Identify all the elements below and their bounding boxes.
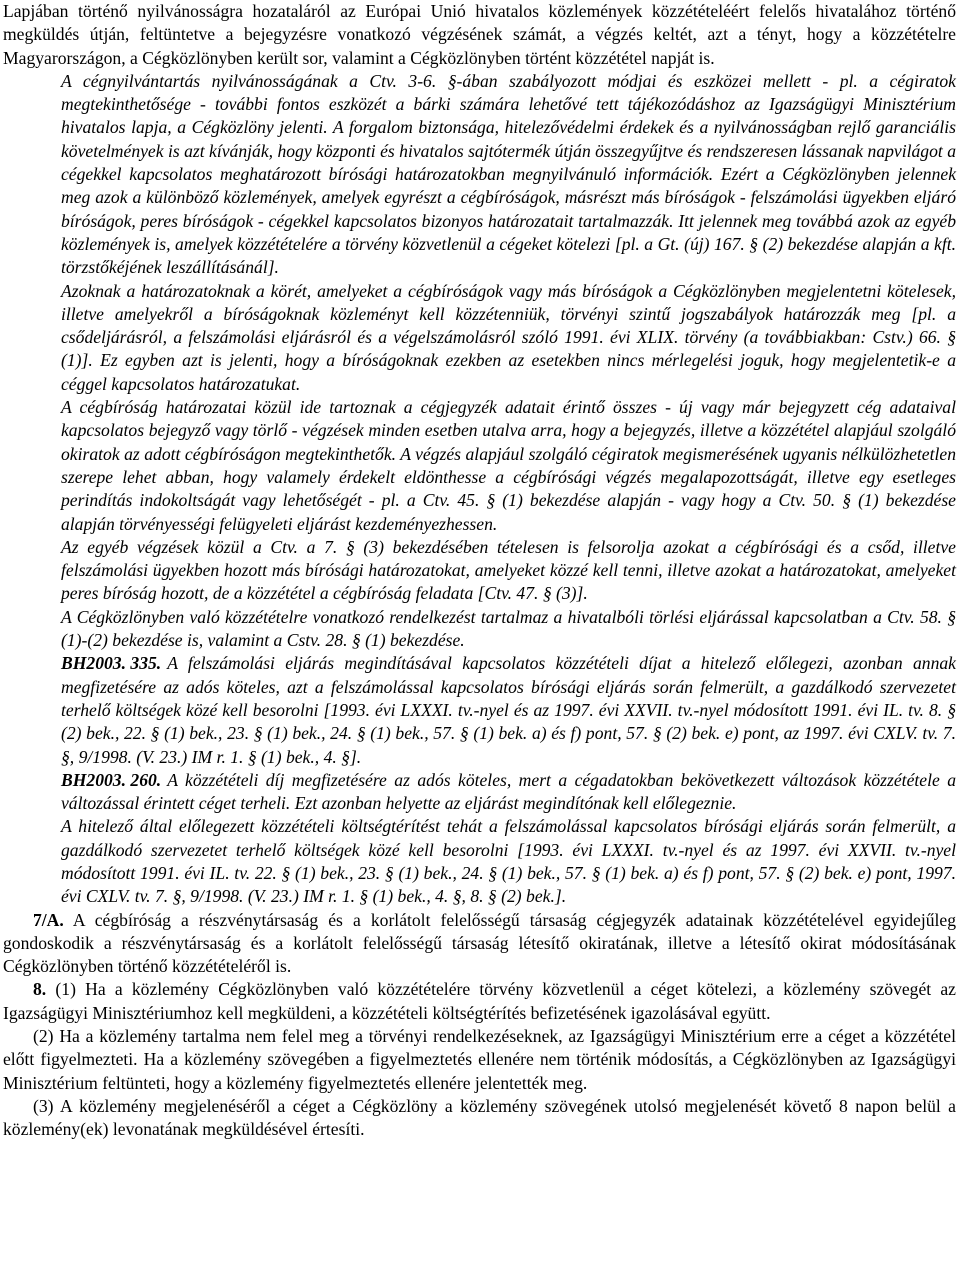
document-page <box>3 0 956 1142</box>
court-decision-text: A felszámolási eljárás megindításával kapcsolatos közzétételi díjat a hitelező előlegezi, azonban annak megfizetésére az adós köteles, azt a felszámolással kapcsolatos bírósági eljárás során felmerült, a gazdálkodó szervezetet terhelő költségek közé kell besorolni [1993. évi LXXXI. tv.-nyel és az 1997. évi XXVII. tv.-nyel módosított 1991. évi IL. tv. 8. § (2) bek., 22. § (1) bek., 23. § (1) bek., 24. § (1) bek., 57. § (1) bek. a) és f) pont, 57. § (2) bek. e) pont, az 1997. évi CXLV. tv. 7. §, 9/1998. (V. 23.) IM r. 1. § (1) bek., 4. §]. <box>61 653 956 767</box>
intro-paragraph: Lapjában történő nyilvánosságra hozataláról az Európai Unió hivatalos közlemények közzétételéért felelős hivatalához történő megküldés útján, feltüntetve a bejegyzésre vonatkozó végzésének számát, a végzés keltét, azt a tényt, hogy a közzétételre Magyarországon, a Cégközlönyben került sor, valamint a Cégközlönyben történt közzététel napját is. <box>3 1 956 68</box>
section-number: 8. <box>33 979 47 1000</box>
commentary-paragraph <box>61 70 956 280</box>
section-paragraph <box>3 909 956 979</box>
court-decision-paragraph <box>61 769 956 816</box>
section-paragraph <box>3 978 956 1025</box>
section-text: (1) Ha a közlemény Cégközlönyben való közzétételére törvény közvetlenül a céget kötelezi, a közlemény szövegét az Igazságügyi Minisztériumhoz kell megküldeni, a közzétételi költségtérítés befizetésének igazolásával együtt. <box>3 979 956 1023</box>
commentary-paragraph: A Cégközlönyben való közzétételre vonatkozó rendelkezést tartalmaz a hivatalbóli törlési eljárással kapcsolatban a Ctv. 58. § (1)-(2) bekezdése is, valamint a Cstv. 28. § (1) bekezdése. <box>61 606 956 651</box>
commentary-text: cégiratok megtekinthetősége - további fontos eszközét a bárki számára lehetővé tett tájékozódáshoz az Igazságügyi Minisztérium hivatalos lapja, a Cégközlöny jelenti. A forgalom biztonsága, hitelezővédelmi érdekek és a nyilvánosságban rejlő garanciális követelmények is azt kívánják, hogy központi és hivatalos sajtótermék útján összegyűjtve és rendszeresen lássanak napvilágot a cégekkel kapcsolatos meghatározott bírósági határozatokban megnyilvánuló információk. Ezért a Cégközlönyben jelennek meg azok a különböző közlemények, amelyek egyrészt a cégbíróságok, másrészt más bíróságok - felszámolási ügyekben eljáró bíróságok, peres bíróságok - cégekkel kapcsolatos bizonyos határozatait tartalmazzák. Itt jelennek meg továbbá azok az egyéb közlemények is, amelyek közzétételére a törvény közvetlenül a cégeket kötelezi [pl. a Gt. (új) 167. § (2) bekezdése alapján a kft. törzstőkéjének leszállításánál]. <box>61 70 956 278</box>
court-decision-paragraph <box>61 652 956 768</box>
court-decision-reference: BH2003. 260. <box>61 769 162 790</box>
commentary-block <box>3 70 956 909</box>
section-paragraph: (2) Ha a közlemény tartalma nem felel meg a törvényi rendelkezéseknek, az Igazságügyi Minisztérium erre a céget a közzététel előtt figyelmezteti. Ha a közlemény szövegében a figyelmeztetés ellenére nem történik módosítás, a Cégközlönyben az Igazságügyi Minisztérium feltünteti, hogy a közlemény figyelmeztetés ellenére jelentették meg. <box>3 1026 956 1093</box>
section-paragraph: (3) A közlemény megjelenéséről a céget a Cégközlöny a közlemény szövegének utolsó megjelenését követő 8 napon belül a közlemény(ek) levonatának megküldésével értesíti. <box>3 1095 956 1140</box>
commentary-lead: A cégnyilvántartás nyilvánosságának a Ctv. 3-6. §-ában szabályozott módjai és eszközei mellett - pl. a <box>61 70 879 91</box>
section-number: 7/A. <box>33 909 64 930</box>
court-decision-reference: BH2003. 335. <box>61 653 162 674</box>
court-decision-text: A közzétételi díj megfizetésére az adós köteles, mert a cégadatokban bekövetkezett változások közzététele a változással érintett céget terheli. Ezt azonban helyette az eljárást megindítónak kell előlegeznie. <box>61 769 956 814</box>
commentary-paragraph: Azoknak a határozatoknak a körét, amelyeket a cégbíróságok vagy más bíróságok a Cégközlönyben megjelentetni kötelesek, illetve amelyekről a bíróságoknak közleményt kell közzétenniük, törvényi szintű jogszabályok határozzák meg [pl. a csődeljárásról, a felszámolási eljárásról és a végelszámolásról szóló 1991. évi XLIX. törvény (a továbbiakban: Cstv.) 66. § (1)]. Ez egyben azt is jelenti, hogy a bíróságoknak ezekben az esetekben nincs mérlegelési joguk, hogy megjelentetik-e a céggel kapcsolatos határozatukat. <box>61 280 956 394</box>
commentary-paragraph: Az egyéb végzések közül a Ctv. a 7. § (3) bekezdésében tételesen is felsorolja azokat a cégbírósági és a csőd, illetve felszámolási ügyekben hozott más bírósági határozatokat, amelyeket közzé kell tenni, illetve azokat a határozatokat, amelyeket peres bíróság hozott, de a közzététel a cégbíróság feladata [Ctv. 47. § (3)]. <box>61 536 956 604</box>
section-text: A cégbíróság a részvénytársaság és a korlátolt felelősségű társaság cégjegyzék adatainak közzétételével egyidejűleg gondoskodik a részvénytársaság és a korlátolt felelősségű társaság létesítő okiratának, illetve a létesítő okirat módosításának Cégközlönyben történő közzétételéről is. <box>3 909 956 977</box>
commentary-paragraph: A cégbíróság határozatai közül ide tartoznak a cégjegyzék adatait érintő összes - új vagy már bejegyzett cég adataival kapcsolatos bejegyző vagy törlő - végzések minden esetben utalva arra, hogy a bejegyzés, illetve a közzététel alapjául szolgáló okiratok az adott cégbíróságon megtekinthetők. A végzés alapjául szolgáló cégiratok megismerésének ugyanis nélkülözhetetlen szerepe lehet abban, hogy valamely érdekelt eldönthesse a cégbírósági végzés megalapozottságát, illetve egy esetleges perindítás indokoltságát vagy lehetőségét - pl. a Ctv. 45. § (1) bekezdése alapján - vagy hogy a Ctv. 50. § (1) bekezdése alapján törvényességi felügyeleti eljárást kezdeményezhessen. <box>61 397 956 534</box>
commentary-paragraph: A hitelező által előlegezett közzétételi költségtérítést tehát a felszámolással kapcsolatos bírósági eljárás során felmerült, a gazdálkodó szervezetet terhelő költségek közé kell besorolni [1993. évi LXXXI. tv.-nyel és az 1997. évi XXVII. tv.-nyel módosított 1991. évi IL. tv. 22. § (1) bek., 23. § (1) bek., 24. § (1) bek., 57. § (1) bek. a) és f) pont, 57. § (2) bek. e) pont, 1997. évi CXLV. tv. 7. §, 9/1998. (V. 23.) IM r. 1. § (1) bek., 4. §, 8. § (2) bek.]. <box>61 816 956 907</box>
